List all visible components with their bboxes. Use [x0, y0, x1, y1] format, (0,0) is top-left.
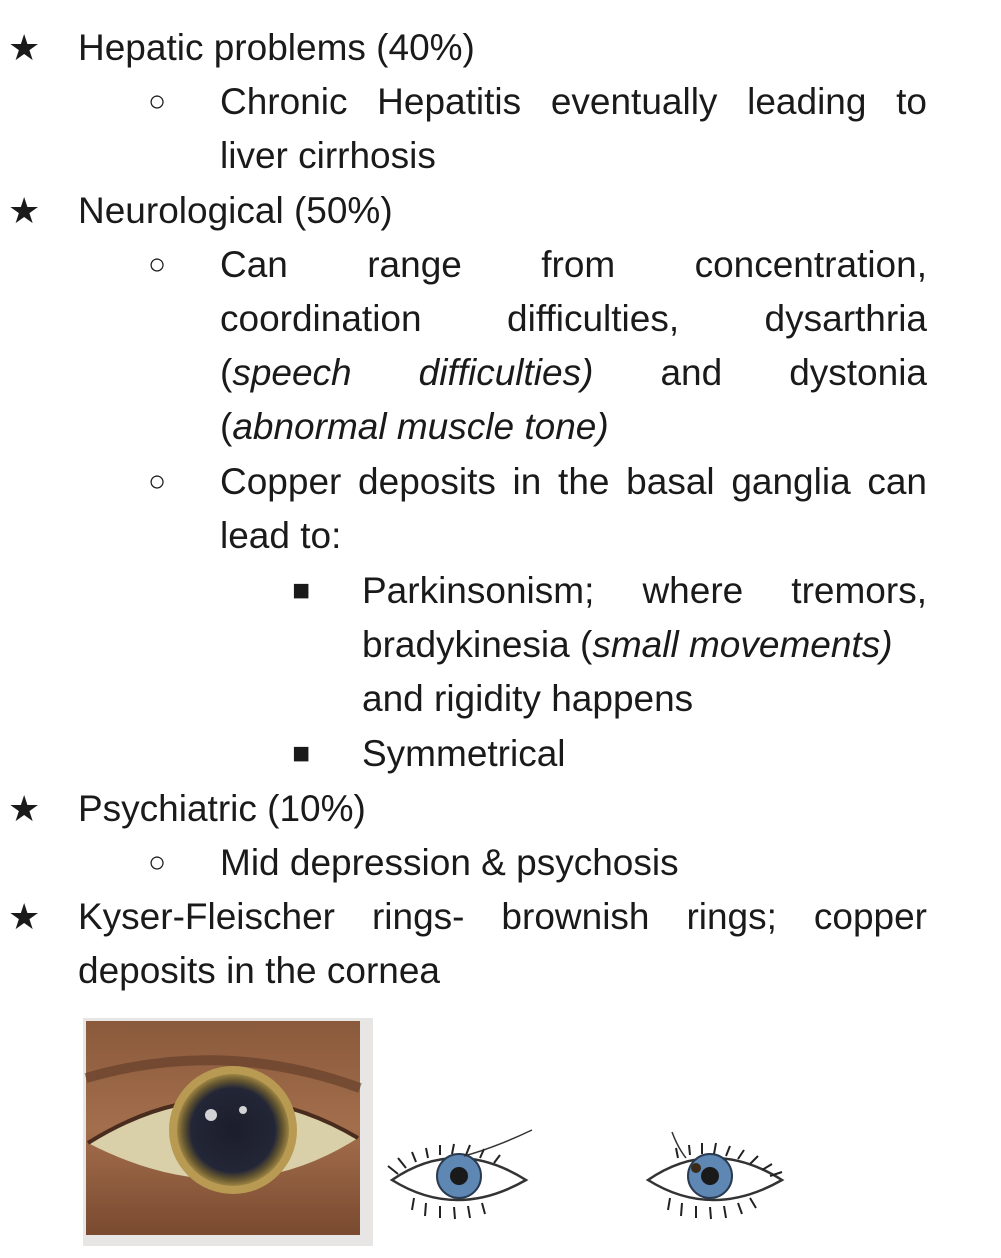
star-bullet-icon: ★ — [8, 27, 41, 68]
italic-speech-difficulties: speech difficulties) — [232, 352, 594, 393]
eye-sketch-right — [642, 1128, 790, 1228]
neuro-sub2-line1: Copper deposits in the basal ganglia can — [220, 461, 927, 502]
italic-small-movements: small movements) — [592, 624, 893, 665]
parkinsonism-line2: bradykinesia (small movements) — [362, 624, 893, 665]
circle-bullet-icon: ○ — [148, 846, 167, 879]
parkinsonism-line3: and rigidity happens — [362, 678, 694, 719]
neuro-sub1-line2: coordination difficulties, dysarthria — [220, 298, 927, 339]
psych-sub-line: Mid depression & psychosis — [220, 842, 679, 883]
eye-sketch-left — [384, 1128, 534, 1228]
hepatic-sub-line1: Chronic Hepatitis eventually leading to — [220, 81, 927, 122]
neuro-sub1-line1: Can range from concentration, — [220, 244, 927, 285]
square-bullet-icon: ■ — [292, 737, 311, 770]
eye-photo-kayser-fleischer-ring — [83, 1018, 373, 1246]
hepatic-sub-line2: liver cirrhosis — [220, 135, 436, 176]
square-bullet-icon: ■ — [292, 574, 311, 607]
circle-bullet-icon: ○ — [148, 465, 167, 498]
parkinsonism-line1: Parkinsonism; where tremors, — [362, 570, 927, 611]
star-bullet-icon: ★ — [8, 190, 41, 231]
neuro-sub1-line3: (speech difficulties) and dystonia — [220, 352, 927, 393]
italic-abnormal-muscle-tone: abnormal muscle tone) — [232, 406, 609, 447]
neuro-sub2-line2: lead to: — [220, 515, 342, 556]
star-bullet-icon: ★ — [8, 788, 41, 829]
circle-bullet-icon: ○ — [148, 248, 167, 281]
neuro-title: Neurological (50%) — [78, 190, 393, 231]
circle-bullet-icon: ○ — [148, 85, 167, 118]
kf-line1: Kyser-Fleischer rings- brownish rings; copper — [78, 896, 927, 937]
psych-title: Psychiatric (10%) — [78, 788, 366, 829]
kf-line2: deposits in the cornea — [78, 950, 441, 991]
hepatic-title: Hepatic problems (40%) — [78, 27, 475, 68]
symmetrical-text: Symmetrical — [362, 733, 566, 774]
neuro-sub1-line4: (abnormal muscle tone) — [220, 406, 609, 447]
star-bullet-icon: ★ — [8, 896, 41, 937]
